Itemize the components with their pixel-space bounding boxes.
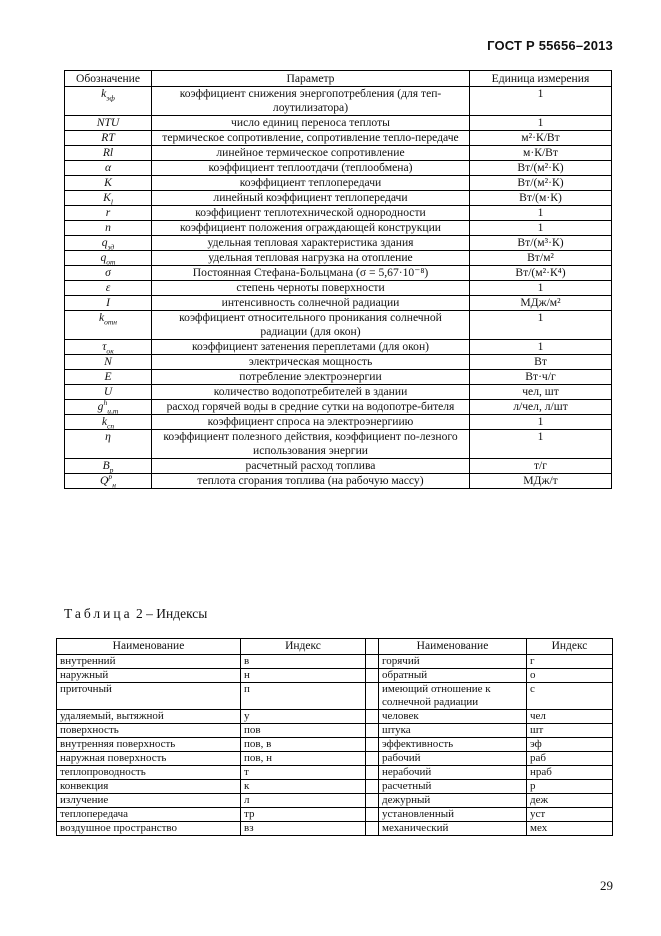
symbol-subscript: u,m <box>107 406 119 416</box>
table-row <box>57 669 613 683</box>
symbol-cell <box>65 176 152 191</box>
symbol-cell <box>65 146 152 161</box>
parameter-cell: интенсивность солнечной радиации <box>152 296 470 311</box>
parameter-cell: коэффициент полезного действия, коэффициент по-лезного использования энергии <box>152 430 470 459</box>
index-cell-right: чел <box>527 710 613 724</box>
unit-cell: МДж/т <box>470 474 612 489</box>
index-cell-right: г <box>527 655 613 669</box>
unit-cell: Вт/(м²·К) <box>470 176 612 191</box>
symbol-subscript: l <box>110 197 113 207</box>
table-row <box>65 161 612 176</box>
unit-cell: 1 <box>470 116 612 131</box>
symbol-superscript: р <box>108 472 113 482</box>
unit-cell: 1 <box>470 340 612 355</box>
parameter-cell: термическое сопротивление, сопротивление тепло-передаче <box>152 131 470 146</box>
unit-cell: Вт/(м³·К) <box>470 236 612 251</box>
index-cell-right: деж <box>527 794 613 808</box>
index-cell-left: в <box>241 655 366 669</box>
name-cell-left: излучение <box>57 794 241 808</box>
index-cell-right: уст <box>527 808 613 822</box>
name-cell-right: человек <box>379 710 527 724</box>
unit-cell: л/чел, л/шт <box>470 400 612 415</box>
symbol-base: α <box>104 161 112 174</box>
name-cell-right: горячий <box>379 655 527 669</box>
symbol-base: E <box>104 370 112 383</box>
symbol-base: I <box>106 296 110 309</box>
parameter-cell: электрическая мощность <box>152 355 470 370</box>
parameter-cell: коэффициент относительного проникания солнечной радиации (для окон) <box>152 311 470 340</box>
unit-cell: т/г <box>470 459 612 474</box>
index-cell-left: пов, н <box>241 752 366 766</box>
index-cell-right: эф <box>527 738 613 752</box>
symbol-cell <box>65 161 152 176</box>
column-gap <box>366 766 379 780</box>
column-header-index-right: Индекс <box>527 639 613 655</box>
indexes-table <box>56 638 613 836</box>
index-cell-right: нраб <box>527 766 613 780</box>
name-cell-left: теплопроводность <box>57 766 241 780</box>
table-row <box>65 311 612 340</box>
unit-cell: Вт·ч/г <box>470 370 612 385</box>
unit-cell: 1 <box>470 415 612 430</box>
parameter-cell: коэффициент теплопередачи <box>152 176 470 191</box>
index-cell-right: р <box>527 780 613 794</box>
symbol-cell <box>65 87 152 116</box>
parameter-cell: коэффициент положения ограждающей конструкции <box>152 221 470 236</box>
table-2-caption <box>64 606 207 622</box>
table-row <box>65 340 612 355</box>
symbol-base: B <box>102 459 110 472</box>
symbol-subscript: ок <box>106 346 114 356</box>
column-header-name-left: Наименование <box>57 639 241 655</box>
document-standard-header: ГОСТ Р 55656–2013 <box>487 38 613 53</box>
index-cell-left: тр <box>241 808 366 822</box>
index-cell-right: шт <box>527 724 613 738</box>
symbol-cell <box>65 266 152 281</box>
table-row <box>65 385 612 400</box>
name-cell-left: поверхность <box>57 724 241 738</box>
name-cell-right: нерабочий <box>379 766 527 780</box>
unit-cell: Вт <box>470 355 612 370</box>
parameter-cell: коэффициент снижения энергопотребления (для теп-лоутилизатора) <box>152 87 470 116</box>
symbols-table <box>64 70 612 489</box>
symbol-base: r <box>105 206 111 219</box>
symbol-cell <box>65 296 152 311</box>
name-cell-right: механический <box>379 822 527 836</box>
table-row <box>65 206 612 221</box>
name-cell-left: наружная поверхность <box>57 752 241 766</box>
name-cell-left: внутренняя поверхность <box>57 738 241 752</box>
parameter-cell: линейное термическое сопротивление <box>152 146 470 161</box>
column-gap <box>366 752 379 766</box>
column-header-unit: Единица измерения <box>470 71 612 87</box>
symbol-subscript: от <box>106 257 116 267</box>
table-row <box>65 116 612 131</box>
symbol-subscript: р <box>109 465 114 475</box>
parameter-cell: коэффициент теплоотдачи (теплообмена) <box>152 161 470 176</box>
table-row <box>57 683 613 710</box>
caption-label: Таблица <box>64 606 133 621</box>
symbol-base: q <box>100 251 107 264</box>
symbol-cell <box>65 370 152 385</box>
symbol-base: RT <box>101 131 115 144</box>
name-cell-left: конвекция <box>57 780 241 794</box>
symbol-cell <box>65 430 152 459</box>
symbol-base: NTU <box>96 116 120 129</box>
unit-cell: чел, шт <box>470 385 612 400</box>
symbol-subscript: н <box>112 480 116 490</box>
name-cell-right: установленный <box>379 808 527 822</box>
column-gap <box>366 639 379 655</box>
index-cell-right: о <box>527 669 613 683</box>
column-gap <box>366 822 379 836</box>
table-row <box>57 752 613 766</box>
column-gap <box>366 794 379 808</box>
symbol-base: Rl <box>102 146 114 159</box>
table-row <box>65 400 612 415</box>
unit-cell: 1 <box>470 281 612 296</box>
table-row <box>65 474 612 489</box>
symbol-cell <box>65 236 152 251</box>
indexes-table-body <box>57 655 613 836</box>
symbol-base: k <box>101 415 108 428</box>
unit-cell: Вт/(м²·К⁴) <box>470 266 612 281</box>
symbol-cell <box>65 251 152 266</box>
table-row <box>57 766 613 780</box>
table-row <box>65 370 612 385</box>
column-header-parameter: Параметр <box>152 71 470 87</box>
caption-title: 2 – Индексы <box>132 606 208 621</box>
unit-cell: 1 <box>470 206 612 221</box>
name-cell-left: удаляемый, вытяжной <box>57 710 241 724</box>
parameter-cell: коэффициент затенения переплетами (для окон) <box>152 340 470 355</box>
name-cell-left: внутренний <box>57 655 241 669</box>
index-cell-left: т <box>241 766 366 780</box>
column-header-symbol: Обозначение <box>65 71 152 87</box>
symbol-subscript: сп <box>107 421 115 431</box>
table-row <box>57 822 613 836</box>
unit-cell: 1 <box>470 221 612 236</box>
name-cell-right: расчетный <box>379 780 527 794</box>
symbol-subscript: отн <box>104 317 118 327</box>
symbol-base: Q <box>100 474 109 487</box>
symbol-base: σ <box>105 266 111 279</box>
index-cell-left: п <box>241 683 366 710</box>
parameter-cell: удельная тепловая характеристика здания <box>152 236 470 251</box>
symbol-base: g <box>97 400 104 413</box>
table-row <box>57 710 613 724</box>
parameter-cell: линейный коэффициент теплопередачи <box>152 191 470 206</box>
symbol-cell <box>65 311 152 340</box>
symbol-base: η <box>105 430 111 443</box>
unit-cell: 1 <box>470 87 612 116</box>
unit-cell: МДж/м² <box>470 296 612 311</box>
parameter-cell: коэффициент теплотехнической однородности <box>152 206 470 221</box>
table-row <box>57 738 613 752</box>
column-gap <box>366 683 379 710</box>
name-cell-right: эффективность <box>379 738 527 752</box>
symbol-base: К <box>104 176 112 189</box>
table-row <box>57 794 613 808</box>
unit-cell: Вт/м² <box>470 251 612 266</box>
table-row <box>65 266 612 281</box>
table-row <box>65 355 612 370</box>
symbol-subscript: эф <box>106 93 115 103</box>
index-cell-right: с <box>527 683 613 710</box>
parameter-cell: степень черноты поверхности <box>152 281 470 296</box>
column-gap <box>366 655 379 669</box>
name-cell-right: дежурный <box>379 794 527 808</box>
symbol-base: K <box>103 191 111 204</box>
symbol-cell <box>65 191 152 206</box>
parameter-cell: удельная тепловая нагрузка на отопление <box>152 251 470 266</box>
name-cell-left: теплопередача <box>57 808 241 822</box>
parameter-cell: число единиц переноса теплоты <box>152 116 470 131</box>
unit-cell: Вт/(м²·К) <box>470 161 612 176</box>
unit-cell: 1 <box>470 430 612 459</box>
symbol-cell <box>65 474 152 489</box>
table-row <box>65 296 612 311</box>
column-header-index-left: Индекс <box>241 639 366 655</box>
index-cell-left: вз <box>241 822 366 836</box>
symbol-cell <box>65 206 152 221</box>
symbol-cell <box>65 281 152 296</box>
unit-cell: м²·К/Вт <box>470 131 612 146</box>
parameter-cell: теплота сгорания топлива (на рабочую массу) <box>152 474 470 489</box>
parameter-cell: Постоянная Стефана-Больцмана (σ = 5,67·10⁻⁸) <box>152 266 470 281</box>
symbol-base: k <box>98 311 105 324</box>
symbol-cell <box>65 400 152 415</box>
table-row <box>65 176 612 191</box>
symbol-base: τ <box>102 340 107 353</box>
symbol-base: k <box>101 87 107 100</box>
table-row <box>65 87 612 116</box>
symbol-cell <box>65 385 152 400</box>
column-gap <box>366 710 379 724</box>
unit-cell: Вт/(м·К) <box>470 191 612 206</box>
column-gap <box>366 780 379 794</box>
index-cell-left: пов, в <box>241 738 366 752</box>
name-cell-right: штука <box>379 724 527 738</box>
parameter-cell: расчетный расход топлива <box>152 459 470 474</box>
table-row <box>65 430 612 459</box>
column-gap <box>366 724 379 738</box>
symbol-subscript: зд <box>107 242 115 252</box>
index-cell-left: н <box>241 669 366 683</box>
table-row <box>65 281 612 296</box>
column-gap <box>366 808 379 822</box>
table-row <box>65 236 612 251</box>
symbol-cell <box>65 340 152 355</box>
parameter-cell: расход горячей воды в средние сутки на водопотре-бителя <box>152 400 470 415</box>
table-row <box>65 146 612 161</box>
table-row <box>65 459 612 474</box>
unit-cell: м·К/Вт <box>470 146 612 161</box>
table-row <box>57 724 613 738</box>
name-cell-right: имеющий отношение к солнечной радиации <box>379 683 527 710</box>
table-row <box>65 221 612 236</box>
index-cell-left: пов <box>241 724 366 738</box>
table-row <box>57 808 613 822</box>
symbol-cell <box>65 131 152 146</box>
symbols-table-body <box>65 87 612 489</box>
table-row <box>65 251 612 266</box>
index-cell-right: мех <box>527 822 613 836</box>
parameter-cell: коэффициент спроса на электроэнергиию <box>152 415 470 430</box>
symbol-cell <box>65 221 152 236</box>
symbol-cell <box>65 116 152 131</box>
index-cell-left: к <box>241 780 366 794</box>
table-row <box>57 655 613 669</box>
name-cell-left: воздушное пространство <box>57 822 241 836</box>
index-cell-left: л <box>241 794 366 808</box>
symbol-superscript: h <box>103 398 108 408</box>
index-cell-left: у <box>241 710 366 724</box>
table-row <box>65 131 612 146</box>
symbol-cell <box>65 415 152 430</box>
symbol-base: N <box>104 355 112 368</box>
symbol-base: q <box>101 236 108 249</box>
parameter-cell: количество водопотребителей в здании <box>152 385 470 400</box>
parameter-cell: потребление электроэнергии <box>152 370 470 385</box>
column-header-name-right: Наименование <box>379 639 527 655</box>
table-row <box>57 780 613 794</box>
symbol-base: ε <box>105 281 111 294</box>
symbol-base: U <box>103 385 113 398</box>
unit-cell: 1 <box>470 311 612 340</box>
name-cell-right: обратный <box>379 669 527 683</box>
table-row <box>65 191 612 206</box>
column-gap <box>366 669 379 683</box>
name-cell-right: рабочий <box>379 752 527 766</box>
index-cell-right: раб <box>527 752 613 766</box>
name-cell-left: наружный <box>57 669 241 683</box>
symbol-base: n <box>105 221 111 234</box>
name-cell-left: приточный <box>57 683 241 710</box>
column-gap <box>366 738 379 752</box>
table-row <box>65 415 612 430</box>
symbol-cell <box>65 355 152 370</box>
page-number: 29 <box>600 878 613 893</box>
